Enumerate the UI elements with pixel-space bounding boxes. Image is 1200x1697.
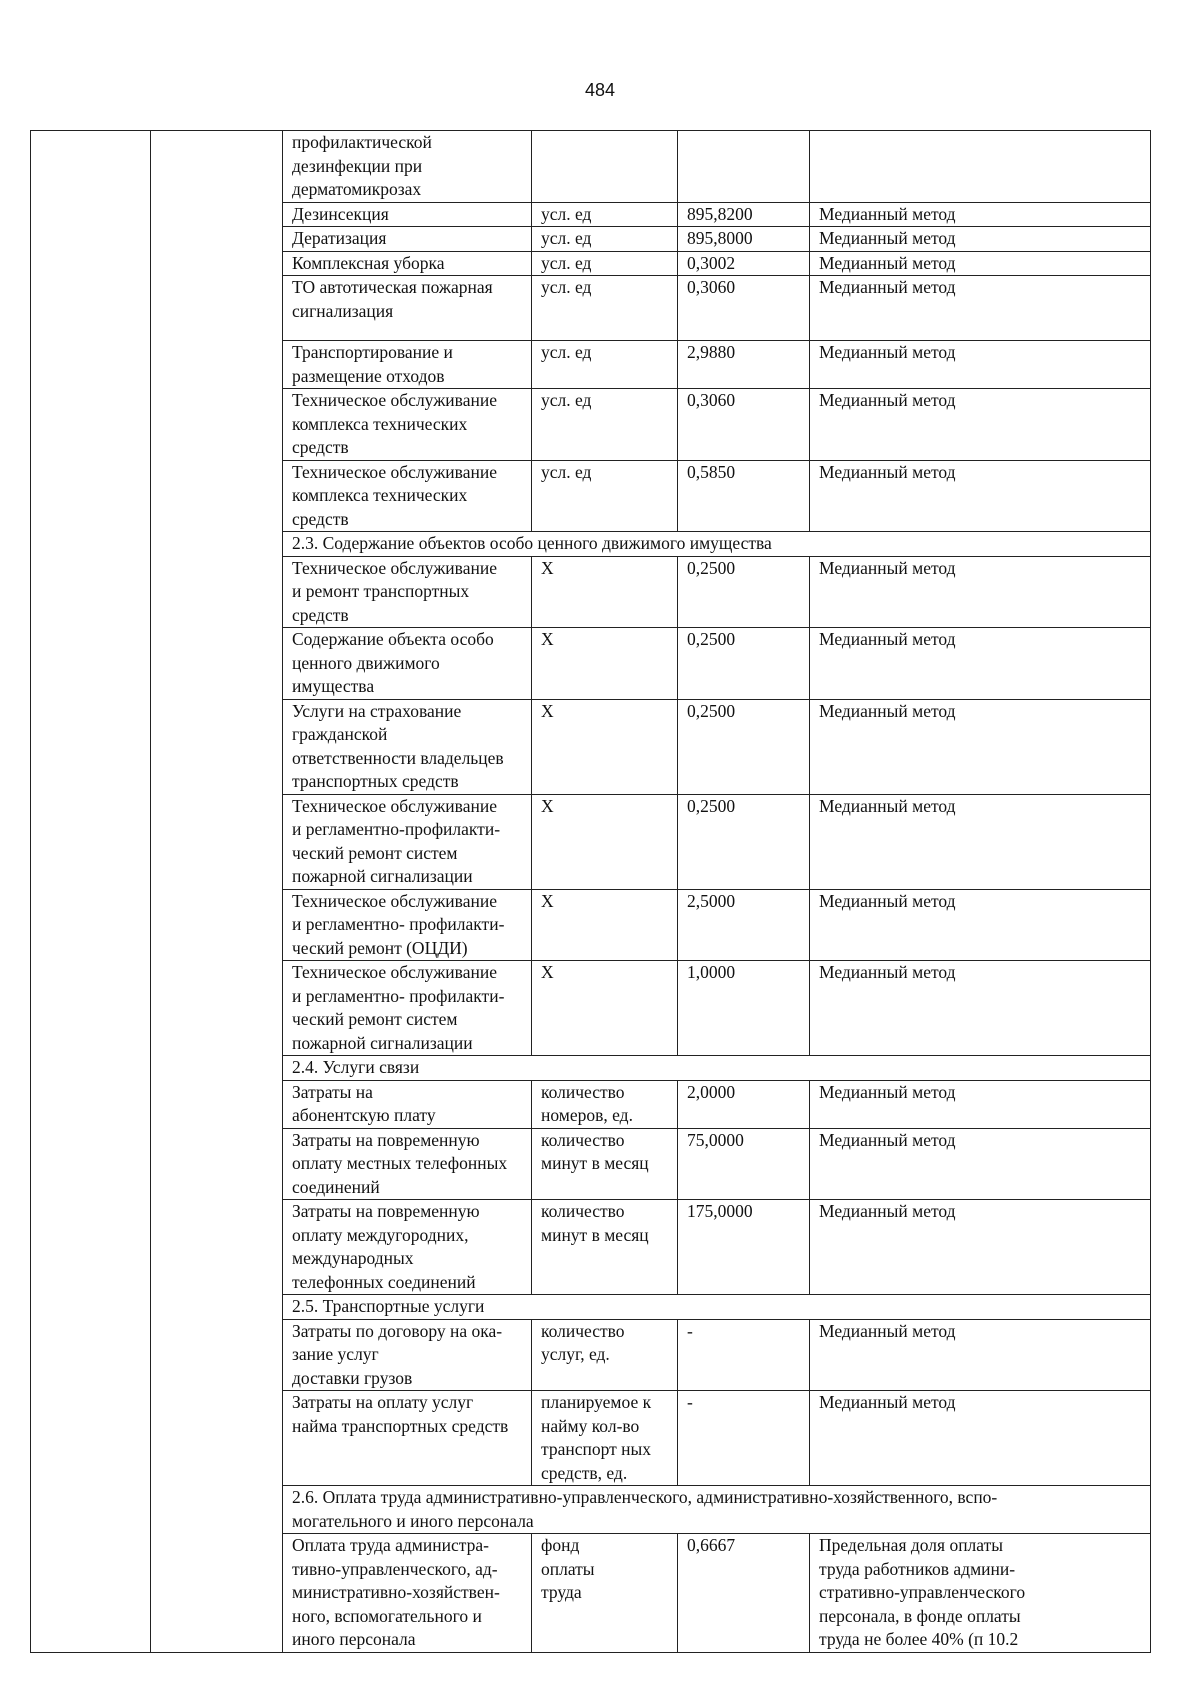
value-cell: 2,0000 xyxy=(678,1080,810,1128)
unit-cell: фонд оплаты труда xyxy=(532,1534,678,1653)
blank-column-2 xyxy=(151,131,283,1653)
unit-cell: количество минут в месяц xyxy=(532,1200,678,1295)
unit-cell: количество услуг, ед. xyxy=(532,1319,678,1391)
section-heading: 2.5. Транспортные услуги xyxy=(283,1295,1151,1320)
item-name-cell: Техническое обслуживание комплекса технических средств xyxy=(283,389,532,461)
value-cell: - xyxy=(678,1319,810,1391)
value-cell: 2,9880 xyxy=(678,341,810,389)
value-cell: 0,3002 xyxy=(678,251,810,276)
item-name-cell: ТО автотическая пожарная сигнализация xyxy=(283,276,532,341)
method-cell: Медианный метод xyxy=(810,276,1151,341)
unit-cell: Х xyxy=(532,889,678,961)
value-cell: 0,3060 xyxy=(678,276,810,341)
unit-cell: количество номеров, ед. xyxy=(532,1080,678,1128)
method-cell: Медианный метод xyxy=(810,251,1151,276)
item-name-cell: Техническое обслуживание комплекса технических средств xyxy=(283,460,532,532)
method-cell: Медианный метод xyxy=(810,628,1151,700)
unit-cell: Х xyxy=(532,794,678,889)
item-name-cell: Затраты на повременную оплату местных телефонных соединений xyxy=(283,1128,532,1200)
method-cell: Медианный метод xyxy=(810,227,1151,252)
item-name-cell: Затраты на повременную оплату междугородних, международных телефонных соединений xyxy=(283,1200,532,1295)
cost-norms-table xyxy=(30,130,1151,1653)
unit-cell: усл. ед xyxy=(532,460,678,532)
value-cell: 0,5850 xyxy=(678,460,810,532)
value-cell: 0,6667 xyxy=(678,1534,810,1653)
method-cell: Медианный метод xyxy=(810,1391,1151,1486)
item-name-cell: Техническое обслуживание и регламентно-профилакти- ческий ремонт систем пожарной сигнализации xyxy=(283,794,532,889)
item-name-cell: Затраты на оплату услуг найма транспортных средств xyxy=(283,1391,532,1486)
table-row xyxy=(31,131,1151,203)
method-cell: Медианный метод xyxy=(810,389,1151,461)
value-cell: 895,8200 xyxy=(678,202,810,227)
value-cell: 75,0000 xyxy=(678,1128,810,1200)
unit-cell: усл. ед xyxy=(532,389,678,461)
value-cell: 175,0000 xyxy=(678,1200,810,1295)
value-cell xyxy=(678,131,810,203)
item-name-cell: Транспортирование и размещение отходов xyxy=(283,341,532,389)
item-name-cell: Услуги на страхование гражданской ответственности владельцев транспортных средств xyxy=(283,699,532,794)
section-heading: 2.6. Оплата труда административно-управленческого, административно-хозяйственного, вспо- могательного и иного персонала xyxy=(283,1486,1151,1534)
method-cell: Предельная доля оплаты труда работников админи- стративно-управленческого персонала, в фонде оплаты труда не более 40% (п 10.2 xyxy=(810,1534,1151,1653)
value-cell: - xyxy=(678,1391,810,1486)
unit-cell: Х xyxy=(532,628,678,700)
item-name-cell: Затраты на абонентскую плату xyxy=(283,1080,532,1128)
value-cell: 0,2500 xyxy=(678,556,810,628)
blank-column-1 xyxy=(31,131,151,1653)
section-heading: 2.4. Услуги связи xyxy=(283,1056,1151,1081)
value-cell: 0,2500 xyxy=(678,628,810,700)
item-name-cell: Дератизация xyxy=(283,227,532,252)
item-name-cell: профилактической дезинфекции при дерматомикрозах xyxy=(283,131,532,203)
item-name-cell: Техническое обслуживание и регламентно- профилакти- ческий ремонт систем пожарной сигнализации xyxy=(283,961,532,1056)
method-cell: Медианный метод xyxy=(810,794,1151,889)
method-cell: Медианный метод xyxy=(810,1319,1151,1391)
method-cell: Медианный метод xyxy=(810,556,1151,628)
value-cell: 1,0000 xyxy=(678,961,810,1056)
method-cell: Медианный метод xyxy=(810,1080,1151,1128)
unit-cell: Х xyxy=(532,556,678,628)
unit-cell: усл. ед xyxy=(532,276,678,341)
section-heading: 2.3. Содержание объектов особо ценного движимого имущества xyxy=(283,532,1151,557)
item-name-cell: Техническое обслуживание и регламентно- профилакти- ческий ремонт (ОЦДИ) xyxy=(283,889,532,961)
unit-cell: усл. ед xyxy=(532,341,678,389)
method-cell: Медианный метод xyxy=(810,699,1151,794)
page-number: 484 xyxy=(584,80,616,100)
unit-cell: планируемое к найму кол-во транспорт ных средств, ед. xyxy=(532,1391,678,1486)
unit-cell: усл. ед xyxy=(532,251,678,276)
unit-cell: количество минут в месяц xyxy=(532,1128,678,1200)
item-name-cell: Оплата труда администра- тивно-управленческого, ад- министративно-хозяйствен- ного, вспомогательного и иного персонала xyxy=(283,1534,532,1653)
value-cell: 2,5000 xyxy=(678,889,810,961)
method-cell: Медианный метод xyxy=(810,460,1151,532)
unit-cell: Х xyxy=(532,961,678,1056)
item-name-cell: Техническое обслуживание и ремонт транспортных средств xyxy=(283,556,532,628)
method-cell: Медианный метод xyxy=(810,1128,1151,1200)
unit-cell: Х xyxy=(532,699,678,794)
unit-cell xyxy=(532,131,678,203)
method-cell: Медианный метод xyxy=(810,961,1151,1056)
item-name-cell: Затраты по договору на ока- зание услуг доставки грузов xyxy=(283,1319,532,1391)
item-name-cell: Комплексная уборка xyxy=(283,251,532,276)
method-cell: Медианный метод xyxy=(810,889,1151,961)
value-cell: 0,2500 xyxy=(678,794,810,889)
item-name-cell: Дезинсекция xyxy=(283,202,532,227)
unit-cell: усл. ед xyxy=(532,227,678,252)
value-cell: 0,2500 xyxy=(678,699,810,794)
value-cell: 895,8000 xyxy=(678,227,810,252)
method-cell: Медианный метод xyxy=(810,341,1151,389)
method-cell: Медианный метод xyxy=(810,202,1151,227)
unit-cell: усл. ед xyxy=(532,202,678,227)
value-cell: 0,3060 xyxy=(678,389,810,461)
method-cell xyxy=(810,131,1151,203)
item-name-cell: Содержание объекта особо ценного движимого имущества xyxy=(283,628,532,700)
method-cell: Медианный метод xyxy=(810,1200,1151,1295)
